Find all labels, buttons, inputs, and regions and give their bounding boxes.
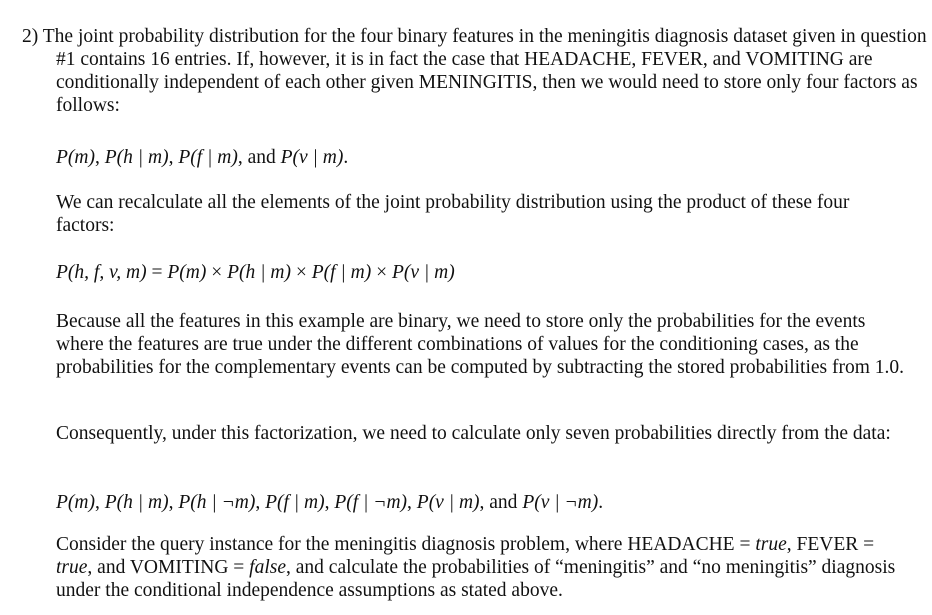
formula-rhs-phm: P(h | m) <box>227 262 291 283</box>
formula-lhs: P(h, f, v, m) <box>56 262 147 283</box>
prob-pfm: P(f | m) <box>265 492 325 513</box>
query-text-1: Consider the query instance for the meningitis diagnosis problem, where HEADACHE = <box>56 534 751 555</box>
formula-equals: = <box>151 262 163 283</box>
query-paragraph <box>56 533 906 602</box>
query-text-3: , and VOMITING = <box>87 557 245 578</box>
query-vomiting-value: false <box>249 557 287 578</box>
probs-and-word: and <box>489 492 518 513</box>
seven-probabilities-formula: P(m), P(h | m), P(h | ¬m), P(f | m), P(f | ¬m), P(v | m), and P(v | ¬m). <box>56 492 604 513</box>
prob-pv-not-m: P(v | ¬m) <box>522 492 599 513</box>
query-headache-value: true <box>755 534 787 555</box>
binary-features-paragraph: Because all the features in this example are binary, we need to store only the probabilities for the events where the features are true under the different combinations of values for the conditioning cases, as the probabilities for the complementary events can be computed by subtracting the stored probabilities from 1.0. <box>56 311 905 378</box>
four-factors-formula: P(m), P(h | m), P(f | m), and P(v | m). <box>56 147 349 168</box>
factors-and-word: and <box>247 147 276 168</box>
prob-pm: P(m) <box>56 492 95 513</box>
formula-rhs-pvm: P(v | m) <box>391 262 455 283</box>
factor-pvm: P(v | m) <box>280 147 344 168</box>
formula-times-1: × <box>211 262 223 283</box>
prob-ph-not-m: P(h | ¬m) <box>178 492 256 513</box>
formula-rhs-pm: P(m) <box>167 262 207 283</box>
recalculate-paragraph: We can recalculate all the elements of the joint probability distribution using the product of these four factors: <box>56 192 850 236</box>
query-fever-value: true <box>56 557 88 578</box>
prob-phm: P(h | m) <box>104 492 169 513</box>
query-text-2: , FEVER = <box>786 534 875 555</box>
product-formula <box>56 261 906 284</box>
formula-times-3: × <box>376 262 388 283</box>
factor-pfm: P(f | m) <box>178 147 238 168</box>
prob-pf-not-m: P(f | ¬m) <box>334 492 408 513</box>
query-text-4: , and calculate the probabilities of “meningitis” and “no meningitis” diagnosis under the conditional independence assumptions as stated above. <box>56 557 896 601</box>
question-intro-paragraph: 2) The joint probability distribution for the four binary features in the meningitis diagnosis dataset given in question #1 contains 16 entries. If, however, it is in fact the case that HEADACHE, FEVER, and VOMITING are conditionally independent of each other given MENINGITIS, then we would need to store only four factors as follows: <box>22 26 927 116</box>
prob-pvm: P(v | m) <box>416 492 480 513</box>
formula-rhs-pfm: P(f | m) <box>311 262 372 283</box>
factor-pm: P(m) <box>56 147 95 168</box>
formula-times-2: × <box>295 262 307 283</box>
factor-phm: P(h | m) <box>104 147 169 168</box>
consequently-paragraph: Consequently, under this factorization, we need to calculate only seven probabilities directly from the data: <box>56 423 891 444</box>
